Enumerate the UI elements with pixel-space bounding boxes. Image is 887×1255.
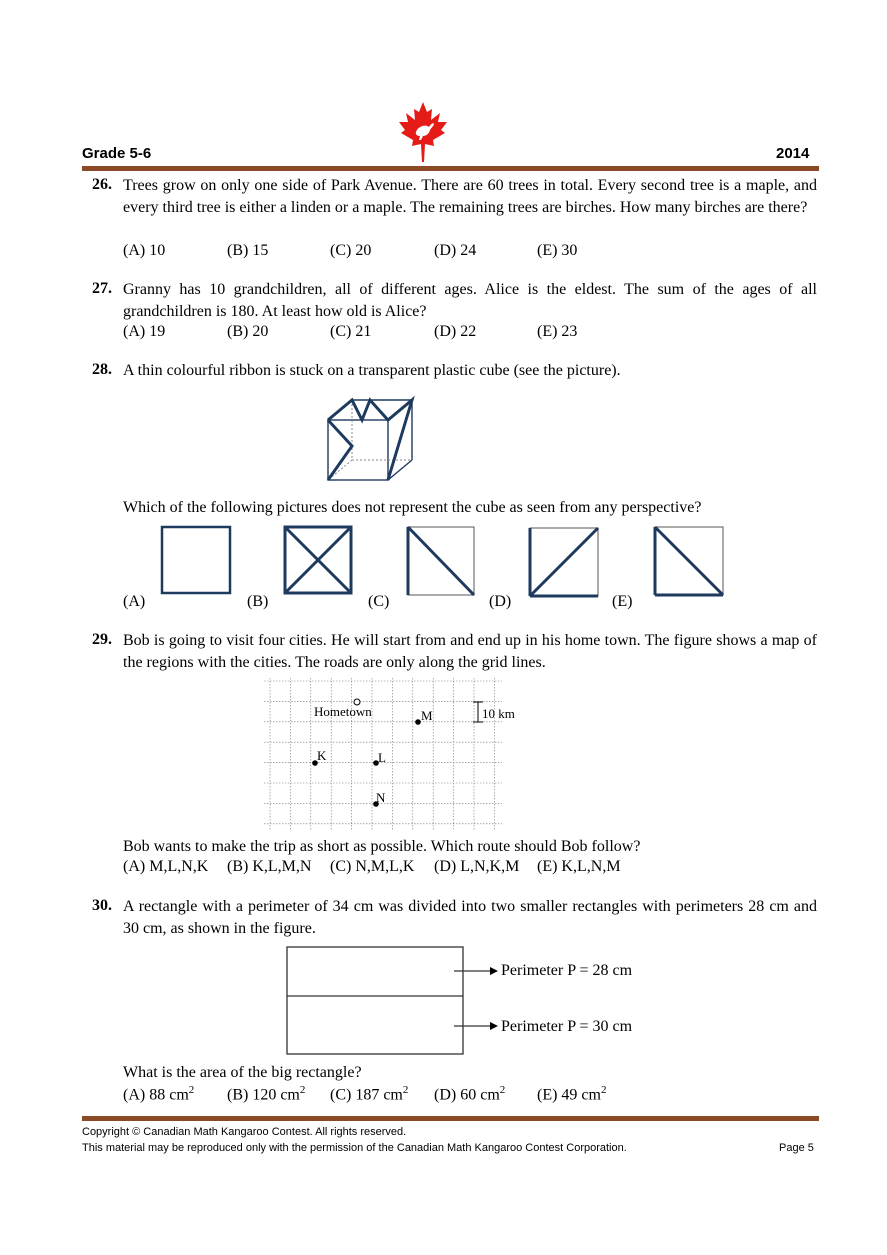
scale-label: 10 km [482,706,515,721]
city-map-grid [264,674,515,834]
city-n-label: N [376,790,386,805]
q30-option-b: (B) 120 $cm^2$ [227,1084,306,1104]
maple-leaf-kangaroo-logo [396,100,450,162]
page-number: Page 5 [779,1142,814,1154]
q26-option-b: (B) 15 [227,242,269,259]
q30-option-e: (E) 49 $cm^2$ [537,1084,607,1104]
q29-option-d: (D) L,N,K,M [434,858,520,875]
question-prompt-30: What is the area of the big rectangle? [123,1064,362,1081]
hometown-label: Hometown [314,704,372,719]
q27-option-c: (C) 21 [330,323,372,340]
city-l-label: L [378,750,386,765]
header-rule [82,166,819,171]
q28-label-b: (B) [247,593,269,610]
q28-label-a: (A) [123,593,146,610]
q28-label-e: (E) [612,593,633,610]
footer-rule [82,1116,819,1121]
q30-option-c: (C) 187 $cm^2$ [330,1084,409,1104]
q26-option-e: (E) 30 [537,242,578,259]
divided-rectangle-figure [286,946,502,1056]
year-label: 2014 [776,145,810,162]
q27-option-e: (E) 23 [537,323,578,340]
ribbon-cube-figure [322,394,418,486]
question-text-30: A rectangle with a perimeter of 34 cm was divided into two smaller rectangles with perimeters 28 cm and 30 cm, as shown in the figure. [123,898,817,937]
q26-option-d: (D) 24 [434,242,477,259]
q29-option-b: (B) K,L,M,N [227,858,312,875]
option-figure-d [527,525,601,599]
option-figure-b [282,524,354,596]
q28-label-c: (C) [368,593,390,610]
question-text-29: Bob is going to visit four cities. He will start from and end up in his home town. The figure shows a map of the regions with the cities. The roads are only along the grid lines. [123,632,817,671]
question-text-27: Granny has 10 grandchildren, all of different ages. Alice is the eldest. The sum of the ages of all grandchildren is 180. At least how old is Alice? [123,281,817,320]
footer-copyright: Copyright © Canadian Math Kangaroo Contest. All rights reserved. [82,1126,407,1138]
question-number-26: 26. [92,176,112,193]
option-figure-a [159,524,233,596]
city-k-label: K [317,748,327,763]
q29-option-c: (C) N,M,L,K [330,858,415,875]
question-number-30: 30. [92,897,112,914]
q30-option-d: (D) 60 $cm^2$ [434,1084,506,1104]
question-number-28: 28. [92,361,112,378]
question-number-27: 27. [92,280,112,297]
perimeter-bottom-label: Perimeter P = 30 cm [501,1018,633,1035]
q26-option-a: (A) 10 [123,242,166,259]
q30-option-a: (A) 88 $cm^2$ [123,1084,195,1104]
question-number-29: 29. [92,631,112,648]
q29-option-e: (E) K,L,N,M [537,858,621,875]
question-prompt-29: Bob wants to make the trip as short as possible. Which route should Bob follow? [123,838,641,855]
question-text-28: A thin colourful ribbon is stuck on a transparent plastic cube (see the picture). [123,362,621,379]
q26-option-c: (C) 20 [330,242,372,259]
grade-label: Grade 5-6 [82,145,152,162]
city-m-label: M [421,708,433,723]
q27-option-b: (B) 20 [227,323,269,340]
footer-permission: This material may be reproduced only with the permission of the Canadian Math Kangaroo Contest Corporation. [82,1142,627,1154]
q29-option-a: (A) M,L,N,K [123,858,209,875]
question-text-26: Trees grow on only one side of Park Avenue. There are 60 trees in total. Every second tree is a maple, and every third tree is either a linden or a maple. The remaining trees are birches. How many birches are there? [123,177,817,216]
q27-option-d: (D) 22 [434,323,477,340]
option-figure-e [653,525,725,597]
q28-label-d: (D) [489,593,512,610]
q27-option-a: (A) 19 [123,323,166,340]
perimeter-top-label: Perimeter P = 28 cm [501,962,633,979]
question-prompt-28: Which of the following pictures does not represent the cube as seen from any perspective? [123,499,702,516]
option-figure-c [406,525,476,597]
